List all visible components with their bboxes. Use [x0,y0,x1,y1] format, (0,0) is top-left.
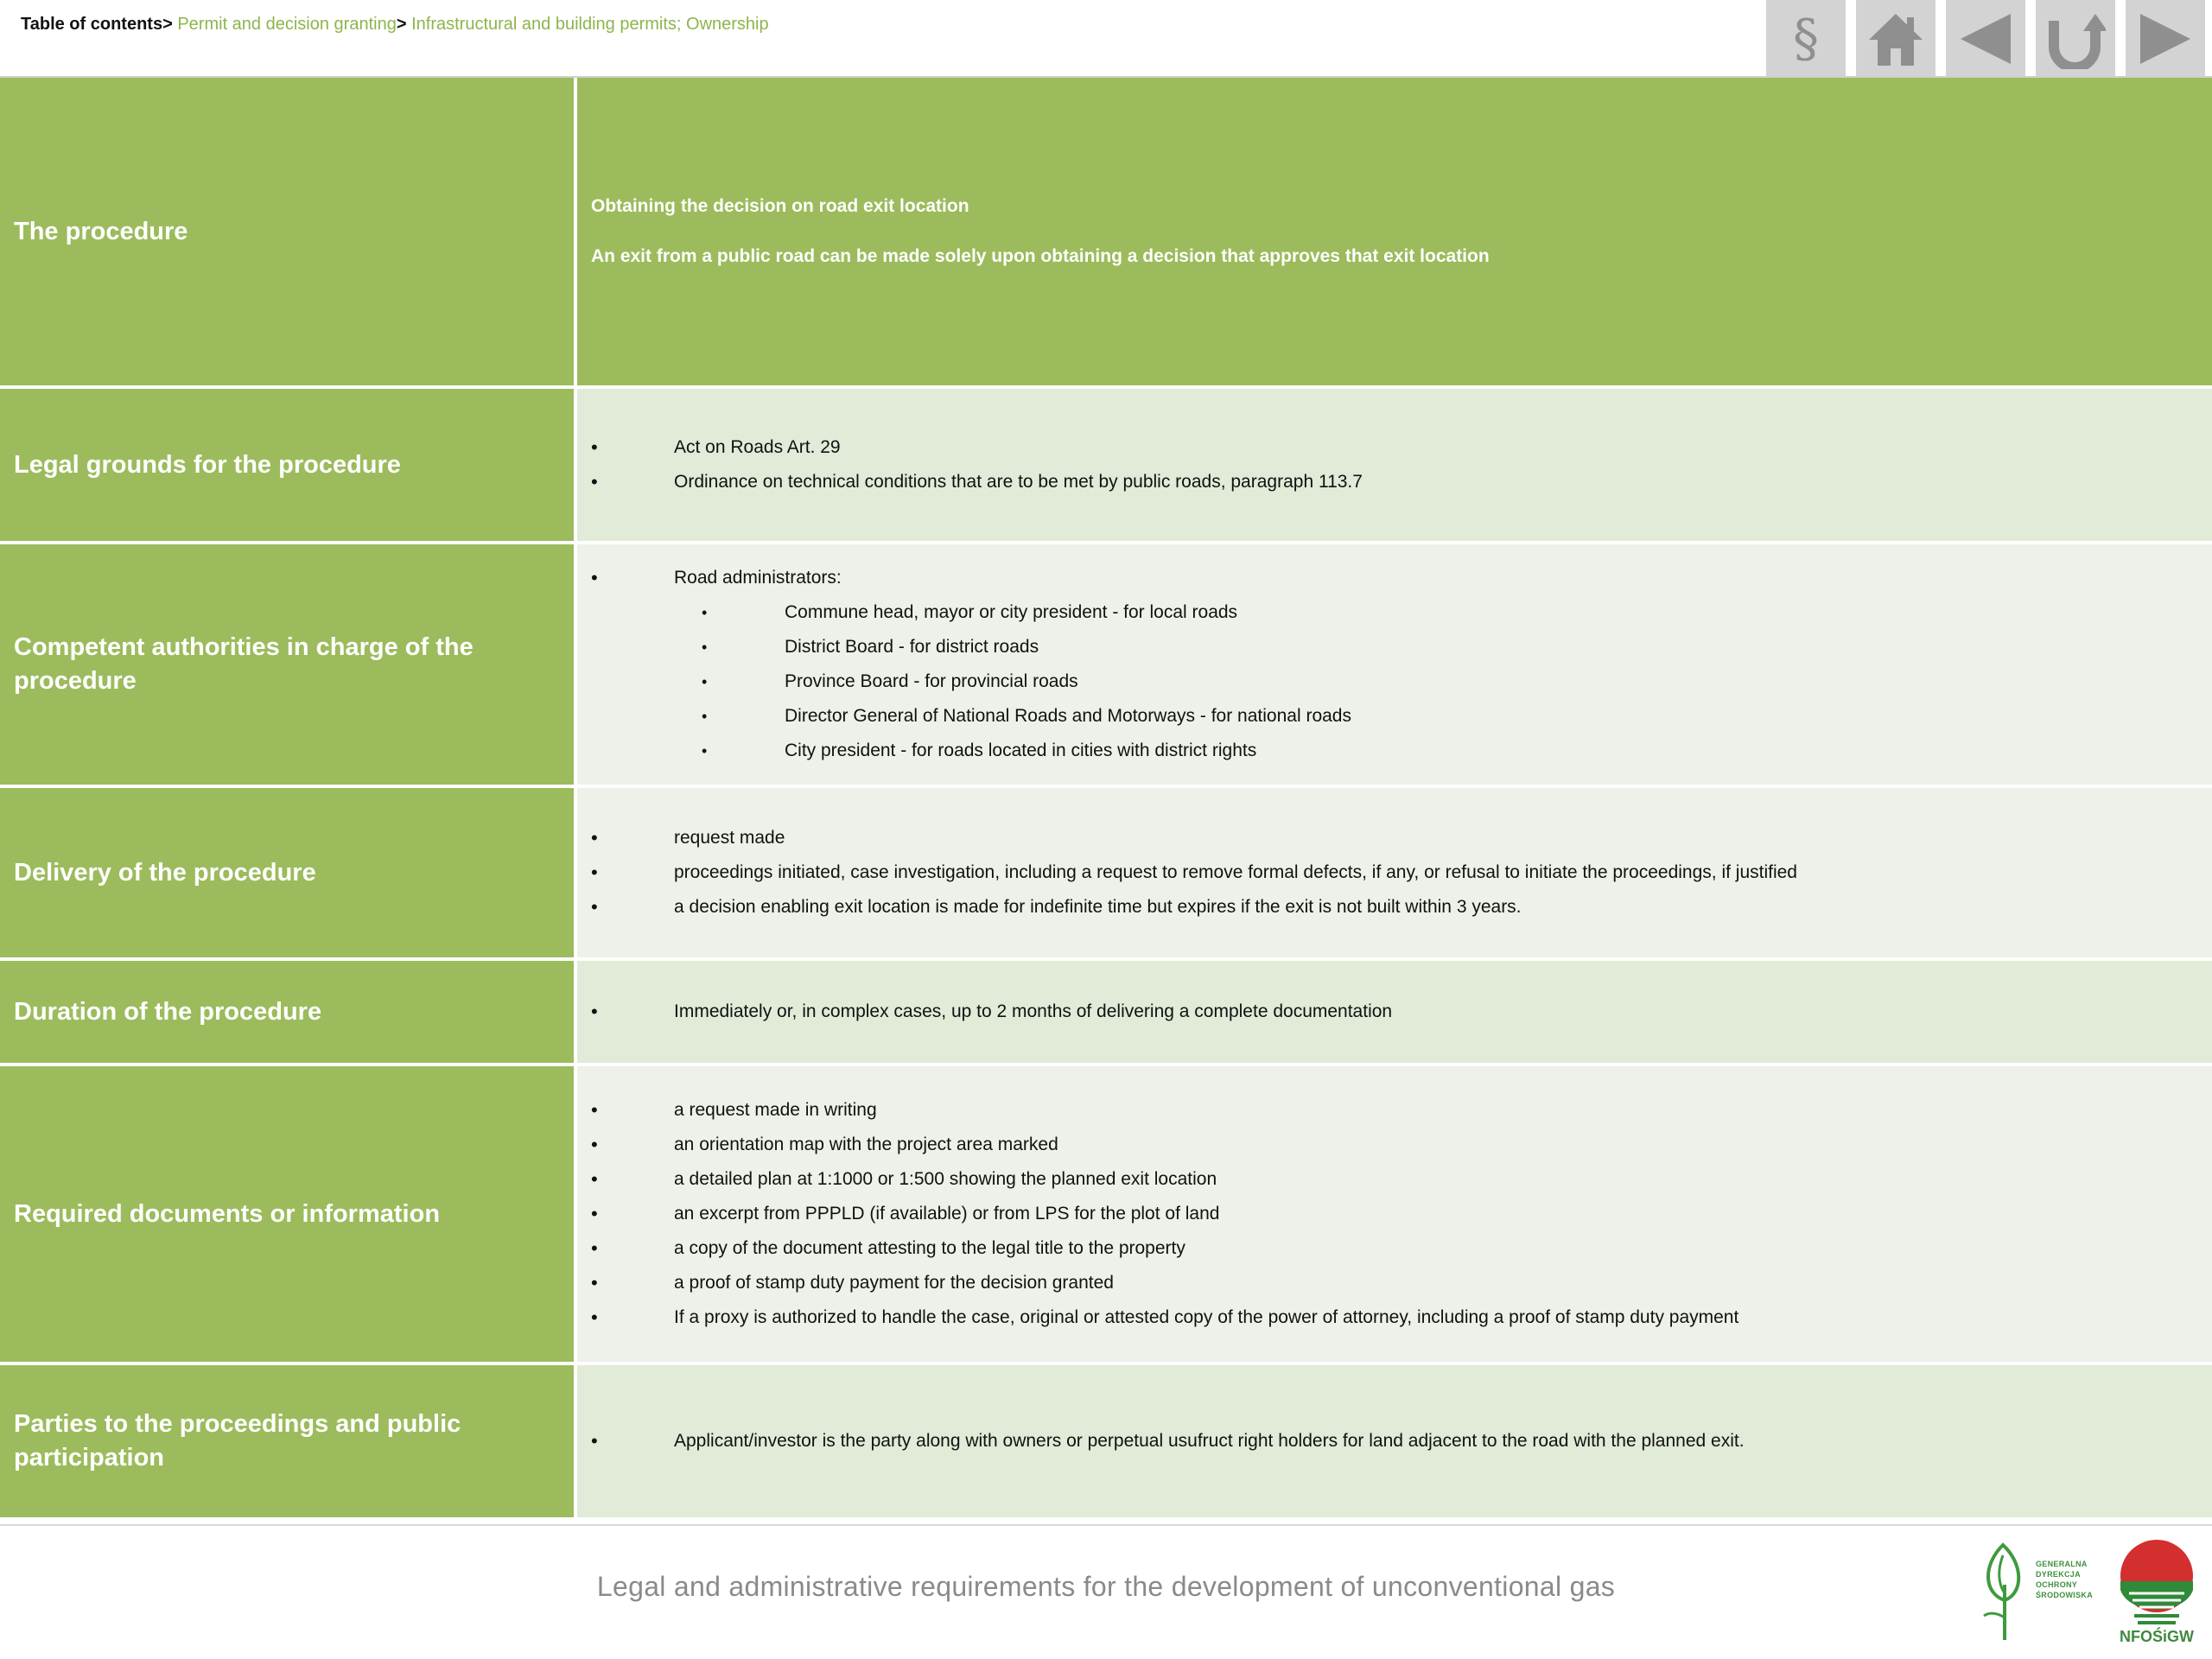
sub-list-item: • Commune head, mayor or city president - for local roads [591,595,2198,630]
return-button[interactable] [2036,0,2115,79]
table-row-duration [0,961,2212,1066]
procedure-content [577,78,2212,385]
triangle-left-icon [1955,9,2016,69]
row-label: Competent authorities in charge of the procedure [0,544,577,785]
list-item: • a detailed plan at 1:1000 or 1:500 showing the planned exit location [591,1162,2198,1197]
sub-list-item: • Province Board - for provincial roads [591,664,2198,699]
table-row-parties [0,1365,2212,1521]
footer-title: Legal and administrative requirements for the development of unconventional gas [596,1571,1616,1602]
list-item: • a request made in writing [591,1093,2198,1128]
breadcrumb-separator: > [162,15,173,34]
list-item: • a copy of the document attesting to the legal title to the property [591,1231,2198,1266]
back-button[interactable] [1946,0,2025,79]
documents-content [577,1066,2212,1362]
row-label: Delivery of the procedure [0,788,577,957]
nfosigw-caption: NFOŚiGW [2120,1628,2194,1645]
breadcrumb-separator: > [396,15,407,34]
list-item: • a decision enabling exit location is made for indefinite time but expires if the exit is not built within 3 years. [591,890,2198,925]
section-law-button[interactable] [1766,0,1846,79]
triangle-right-icon [2135,9,2196,69]
paragraph-icon: § [1793,9,1819,69]
leaf-icon [1979,1540,2031,1643]
nfosigw-emblem-icon [2115,1538,2198,1628]
list-item: • If a proxy is authorized to handle the case, original or attested copy of the power of attorney, including a proof of stamp duty payment [591,1300,2198,1335]
breadcrumb-link-infrastructural[interactable]: Infrastructural and building permits; Ownership [411,15,769,34]
row-label: Legal grounds for the procedure [0,389,577,541]
procedure-title: Obtaining the decision on road exit location [591,196,969,216]
duration-content [577,961,2212,1063]
row-label: The procedure [0,78,577,385]
sub-list-item: • City president - for roads located in cities with district rights [591,734,2198,768]
authorities-content [577,544,2212,785]
list-item: • Applicant/investor is the party along with owners or perpetual usufruct right holders for land adjacent to the road with the planned exit. [591,1424,2198,1459]
list-item: • Immediately or, in complex cases, up to 2 months of delivering a complete documentation [591,995,2198,1029]
sub-list-item: • Director General of National Roads and Motorways - for national roads [591,699,2198,734]
list-item: • an excerpt from PPPLD (if available) or from LPS for the plot of land [591,1197,2198,1231]
breadcrumb-root-link[interactable]: Table of contents [21,15,163,34]
list-item: • Ordinance on technical conditions that are to be met by public roads, paragraph 113.7 [591,465,2198,499]
table-row-documents [0,1066,2212,1365]
table-row-authorities [0,544,2212,788]
footer-divider [0,1524,2212,1526]
list-item: • a proof of stamp duty payment for the decision granted [591,1266,2198,1300]
forward-button[interactable] [2126,0,2205,79]
row-label: Parties to the proceedings and public participation [0,1365,577,1517]
list-item: • request made [591,821,2198,855]
list-item [591,561,2198,768]
list-item: • proceedings initiated, case investigation, including a request to remove formal defects, if any, or refusal to initiate the proceedings, if justified [591,855,2198,890]
nav-toolbar [1766,0,2205,79]
breadcrumb [21,12,769,36]
u-turn-icon [2045,9,2106,69]
breadcrumb-link-permit[interactable]: Permit and decision granting [177,15,397,34]
authorities-head: Road administrators: [674,568,842,588]
parties-content [577,1365,2212,1517]
sub-list-item: • District Board - for district roads [591,630,2198,664]
home-button[interactable] [1856,0,1936,79]
nfosigw-logo [2115,1538,2198,1650]
row-label: Duration of the procedure [0,961,577,1063]
home-icon [1866,9,1926,69]
procedure-table [0,78,2212,1521]
procedure-description: An exit from a public road can be made solely upon obtaining a decision that approves that exit location [591,246,1490,266]
gdos-logo-text: GENERALNA DYREKCJA OCHRONY ŚRODOWISKA [2036,1560,2093,1599]
delivery-content [577,788,2212,957]
list-item: • an orientation map with the project area marked [591,1128,2198,1162]
legal-grounds-content [577,389,2212,541]
table-row-legal-grounds [0,389,2212,544]
table-row-procedure [0,78,2212,389]
gdos-logo [1979,1540,2100,1643]
row-label: Required documents or information [0,1066,577,1362]
list-item: • Act on Roads Art. 29 [591,430,2198,465]
table-row-delivery [0,788,2212,961]
